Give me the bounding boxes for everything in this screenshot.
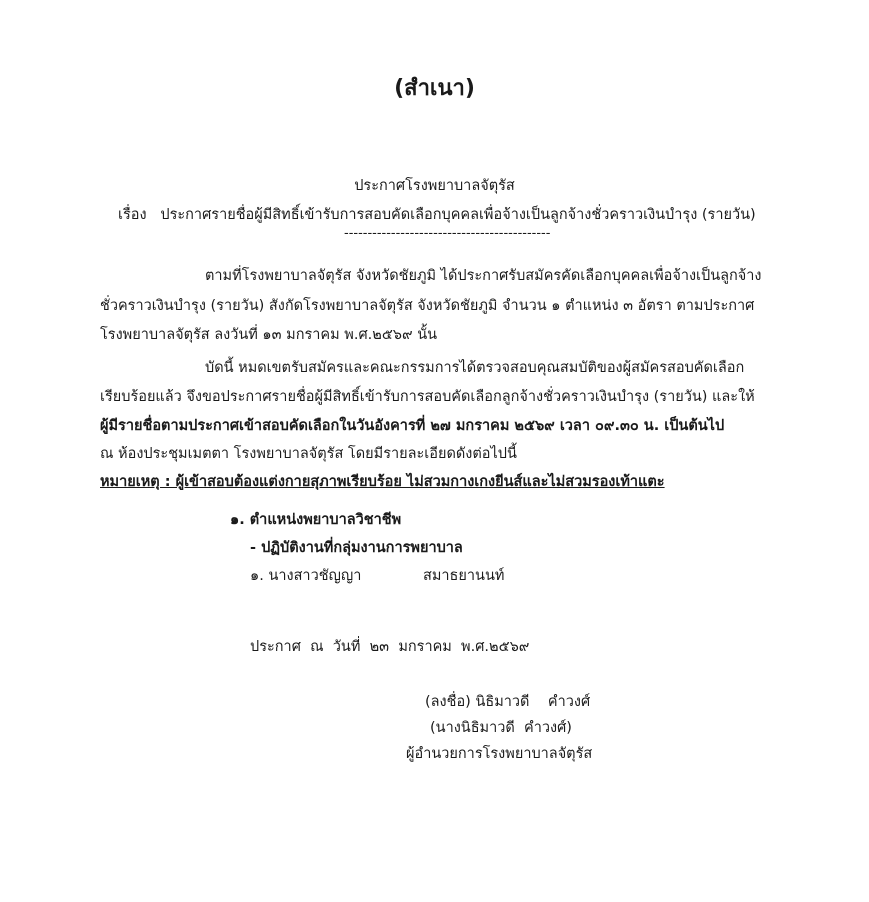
signature-line: (ลงชื่อ) นิธิมาวดี คำวงศ์ (425, 694, 591, 710)
signer-name: (นางนิธิมาวดี คำวงศ์) (430, 720, 572, 736)
subject-text: ประกาศรายชื่อผู้มีสิทธิ์เข้ารับการสอบคัดเลือกบุคคลเพื่อจ้างเป็นลูกจ้างชั่วคราวเงินบำรุง (รายวัน) (160, 207, 756, 223)
candidate-first-name: นางสาวชัญญา (268, 568, 362, 584)
position-title: ๑. ตำแหน่งพยาบาลวิชาชีพ (230, 512, 402, 528)
paragraph-2-line-1: บัดนี้ หมดเขตรับสมัครและคณะกรรมการได้ตรวจสอบคุณสมบัติของผู้สมัครสอบคัดเลือก (205, 360, 745, 376)
position-unit: - ปฏิบัติงานที่กลุ่มงานการพยาบาล (250, 540, 463, 556)
paragraph-2-line-4: ณ ห้องประชุมเมตตา โรงพยาบาลจัตุรัส โดยมีรายละเอียดดังต่อไปนี้ (100, 446, 517, 462)
subject-line (118, 203, 756, 226)
copy-label: (สำเนา) (394, 76, 475, 101)
paragraph-1-line-2: ชั่วคราวเงินบำรุง (รายวัน) สังกัดโรงพยาบาลจัตุรัส จังหวัดชัยภูมิ จำนวน ๑ ตำแหน่ง ๓ อัตรา ตามประกาศ (100, 298, 755, 314)
paragraph-2-line-3: ผู้มีรายชื่อตามประกาศเข้าสอบคัดเลือกในวันอังคารที่ ๒๗ มกราคม ๒๕๖๙ เวลา ๐๙.๓๐ น. เป็นต้นไป (100, 418, 725, 434)
paragraph-1-line-3: โรงพยาบาลจัตุรัส ลงวันที่ ๑๓ มกราคม พ.ศ.๒๕๖๙ นั้น (100, 327, 438, 343)
paragraph-2-line-2: เรียบร้อยแล้ว จึงขอประกาศรายชื่อผู้มีสิทธิ์เข้ารับการสอบคัดเลือกลูกจ้างชั่วคราวเงินบำรุง (รายวัน) และให้ (100, 389, 755, 405)
candidate-row (250, 564, 361, 587)
candidate-last-name: สมาธยานนท์ (423, 568, 505, 584)
candidate-number: ๑. (250, 568, 264, 584)
announce-date: ประกาศ ณ วันที่ ๒๓ มกราคม พ.ศ.๒๕๖๙ (250, 639, 530, 655)
dress-code-note: หมายเหตุ : ผู้เข้าสอบต้องแต่งกายสุภาพเรียบร้อย ไม่สวมกางเกงยีนส์และไม่สวมรองเท้าแตะ (100, 474, 665, 490)
subject-label: เรื่อง (118, 207, 147, 223)
announcement-heading: ประกาศโรงพยาบาลจัตุรัส (354, 178, 515, 194)
signer-title: ผู้อำนวยการโรงพยาบาลจัตุรัส (406, 746, 593, 762)
divider: -------------------------------------------- (344, 226, 551, 241)
paragraph-1-line-1: ตามที่โรงพยาบาลจัตุรัส จังหวัดชัยภูมิ ได้ประกาศรับสมัครคัดเลือกบุคคลเพื่อจ้างเป็นลูกจ้าง (205, 268, 762, 284)
